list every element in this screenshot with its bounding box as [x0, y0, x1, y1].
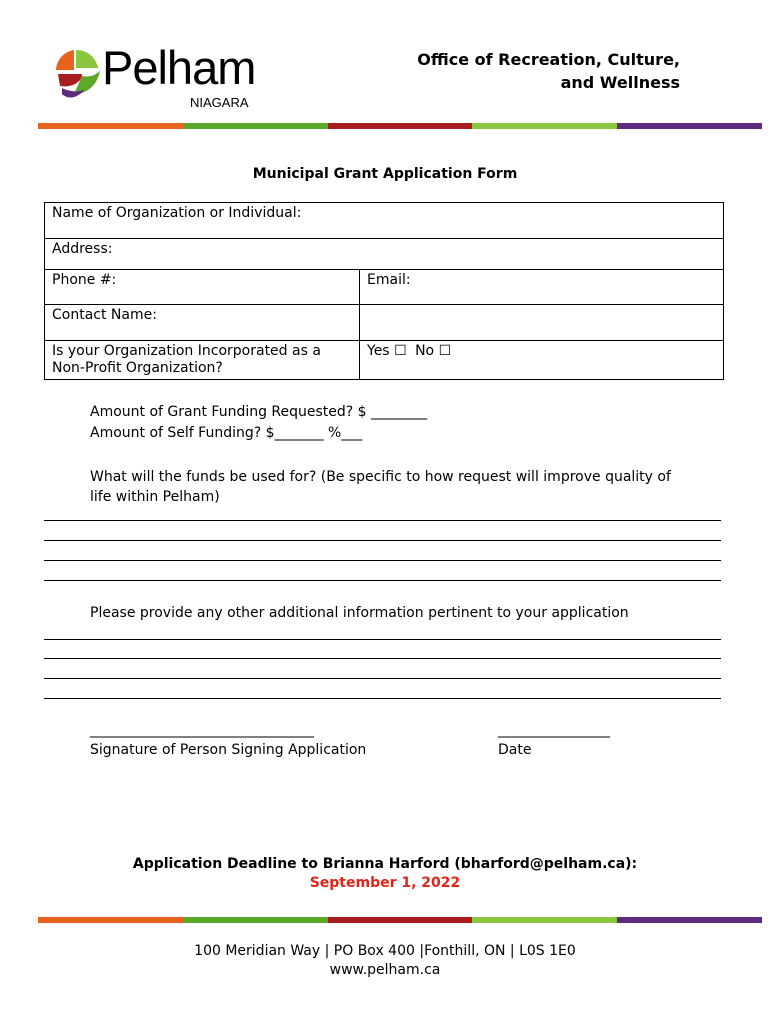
yes-checkbox[interactable]: ☐: [394, 343, 407, 359]
office-title-line1: Office of Recreation, Culture,: [417, 50, 680, 69]
self-funding-field[interactable]: Amount of Self Funding? $_______ %___: [90, 425, 363, 441]
incorporated-question-cell: [45, 341, 360, 380]
date-line[interactable]: ________________: [498, 722, 610, 738]
footer-address: 100 Meridian Way | PO Box 400 |Fonthill, ON | L0S 1E0: [194, 943, 576, 959]
deadline-text: Application Deadline to Brianna Harford (bharford@pelham.ca):: [132, 856, 638, 872]
address-label: Address:: [52, 241, 113, 257]
contact-name-blank-cell: [360, 305, 724, 341]
funds-use-answer-line[interactable]: [44, 580, 721, 581]
additional-info-answer-line[interactable]: [44, 678, 721, 679]
signature-line[interactable]: ________________________________: [90, 722, 314, 738]
additional-info-question: Please provide any other additional information pertinent to your application: [90, 605, 629, 621]
band-segment-red: [328, 917, 473, 923]
funds-use-answer-line[interactable]: [44, 520, 721, 521]
no-checkbox[interactable]: ☐: [438, 343, 452, 359]
band-segment-purple: [617, 917, 762, 923]
deadline-date: September 1, 2022: [309, 875, 461, 891]
address-field[interactable]: [45, 239, 724, 270]
phone-field[interactable]: [45, 270, 360, 305]
logo-wordmark: Pelham: [102, 41, 256, 94]
header-color-band: [38, 123, 762, 129]
funds-use-question: What will the funds be used for? (Be specific to how request will improve quality of life within Pelham): [90, 469, 671, 505]
band-segment-red: [328, 123, 473, 129]
yes-label: Yes: [367, 343, 390, 359]
phone-label: Phone #:: [52, 272, 117, 288]
application-table: [44, 202, 724, 380]
additional-info-answer-line[interactable]: [44, 698, 721, 699]
pelham-emblem-icon: [52, 48, 104, 100]
form-title: Municipal Grant Application Form: [252, 166, 518, 182]
logo-subtitle: NIAGARA: [190, 95, 249, 110]
band-segment-purple: [617, 123, 762, 129]
incorporated-answer-cell: [360, 341, 724, 380]
office-title-line2: and Wellness: [560, 73, 680, 92]
email-label: Email:: [367, 272, 411, 288]
name-label: Name of Organization or Individual:: [52, 205, 302, 221]
date-label: Date: [498, 742, 532, 758]
contact-name-label: Contact Name:: [52, 307, 157, 323]
band-segment-orange: [38, 123, 183, 129]
office-title: [417, 48, 680, 94]
band-segment-green: [183, 123, 328, 129]
additional-info-answer-line[interactable]: [44, 658, 721, 659]
contact-name-field[interactable]: [45, 305, 360, 341]
band-segment-orange: [38, 917, 183, 923]
footer-color-band: [38, 917, 762, 923]
pelham-logo: [52, 41, 262, 110]
incorporated-label: Is your Organization Incorporated as a Non-Profit Organization?: [52, 343, 321, 376]
band-segment-lime: [472, 123, 617, 129]
email-field[interactable]: [360, 270, 724, 305]
signature-label: Signature of Person Signing Application: [90, 742, 367, 758]
grant-requested-field[interactable]: Amount of Grant Funding Requested? $ ________: [90, 404, 428, 420]
funds-use-answer-line[interactable]: [44, 560, 721, 561]
name-field[interactable]: [45, 203, 724, 239]
band-segment-lime: [472, 917, 617, 923]
funds-use-answer-line[interactable]: [44, 540, 721, 541]
additional-info-answer-line[interactable]: [44, 639, 721, 640]
no-label: No: [415, 343, 435, 359]
footer-website[interactable]: www.pelham.ca: [329, 962, 441, 978]
band-segment-green: [183, 917, 328, 923]
